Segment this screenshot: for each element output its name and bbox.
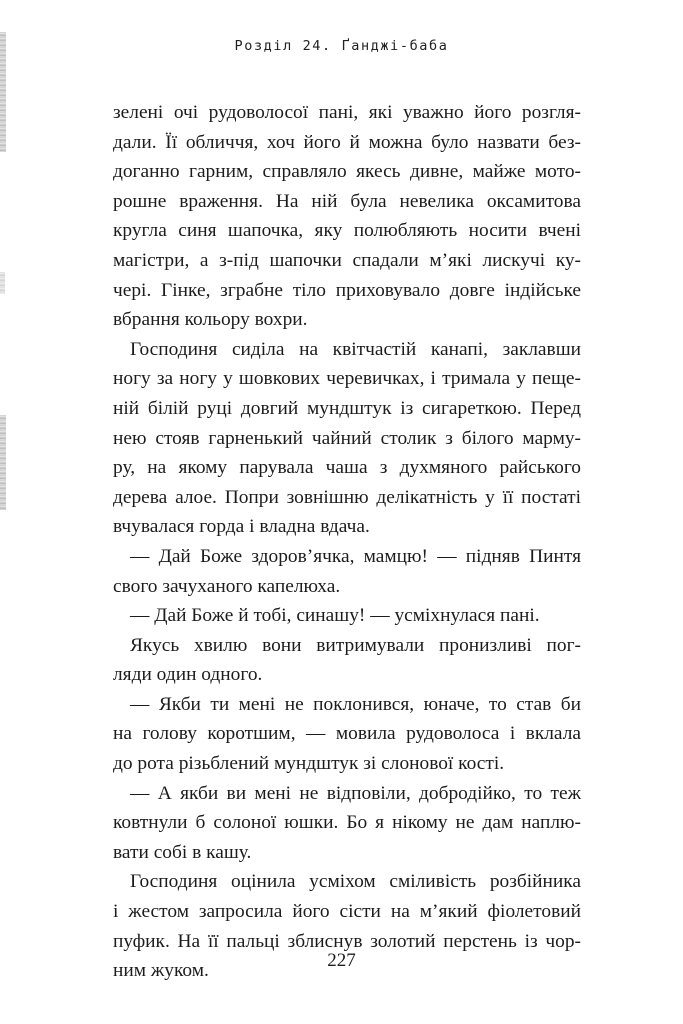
page-number: 227 [327, 950, 356, 971]
text-line: вати собі в кашу. [113, 841, 252, 863]
text-line: кругла синя шапочка, яку полюбляють носити вчені [113, 220, 581, 242]
text-line: на голову коротшим, — мовила рудоволоса і вклала [113, 723, 581, 745]
text-line: і жестом запросила його сісти на м’який фіолетовий [113, 901, 581, 923]
text-line: вбрання кольору вохри. [113, 309, 308, 331]
text-line: ній білій руці довгий мундштук із сигареткою. Перед [113, 397, 581, 419]
text-line: Господиня оцінила усміхом сміливість розбійника [130, 871, 581, 893]
text-line: доганно гарним, справляло якесь дивне, майже мото- [113, 161, 581, 183]
text-line: магістри, а з-під шапочки спадали м’які лискучі ку- [113, 249, 581, 271]
text-line: ляди один одного. [113, 664, 263, 686]
page-edge-illustration [0, 415, 6, 510]
text-line: вчувалася горда і владна вдача. [113, 516, 370, 538]
text-line: чері. Гінке, зграбне тіло приховувало довге індійське [113, 279, 581, 301]
text-line: ру, на якому парувала чаша з духмяного райського [113, 457, 581, 479]
text-line: зелені очі рудоволосої пані, які уважно його розгля- [113, 102, 581, 123]
text-line: дерева алое. Попри зовнішню делікатність у її постаті [113, 486, 581, 508]
text-line: — Якби ти мені не поклонився, юначе, то став би [130, 693, 581, 715]
body-text [113, 98, 581, 986]
text-line: — Дай Боже здоров’ячка, мамцю! — підняв Пинтя [130, 545, 581, 567]
text-line: ним жуком. [113, 960, 209, 982]
text-line: — А якби ви мені не відповіли, добродійко, то теж [130, 782, 581, 804]
text-line: рошне враження. На ній була невелика оксамитова [113, 190, 581, 212]
text-line: ногу за ногу у шовкових черевичках, і тримала у пеще- [113, 368, 581, 390]
text-line: свого зачуханого капелюха. [113, 575, 341, 597]
page-edge-illustration [0, 272, 5, 294]
text-line: пуфик. На її пальці зблиснув золотий перстень із чор- [113, 930, 581, 952]
text-line: ковтнули б солоної юшки. Бо я нікому не дам наплю- [113, 812, 581, 834]
text-line: до рота різьблений мундштук зі слонової кості. [113, 753, 505, 775]
text-line: дали. Її обличчя, хоч його й можна було назвати без- [113, 131, 581, 153]
text-line: Якусь хвилю вони витримували пронизливі пог- [130, 634, 581, 656]
text-line: Господиня сиділа на квітчастій канапі, заклавши [130, 338, 581, 360]
running-head: Розділ 24. Ґанджі-баба [234, 38, 449, 54]
text-line: — Дай Боже й тобі, синашу! — усміхнулася пані. [130, 605, 540, 627]
text-line: нею стояв гарненький чайний столик з білого марму- [113, 427, 581, 449]
